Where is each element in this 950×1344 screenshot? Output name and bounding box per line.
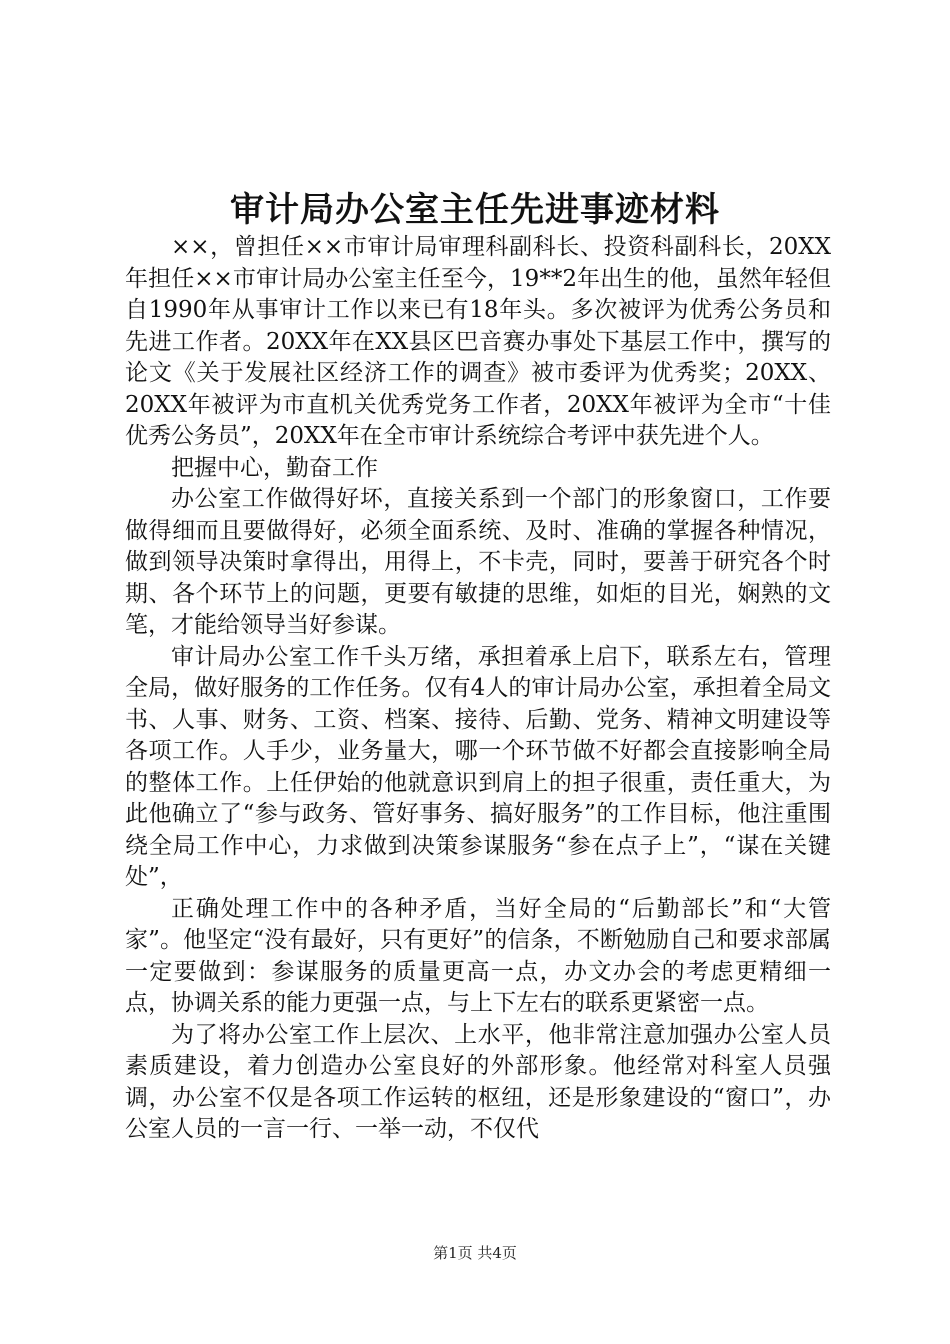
page-total: 共4页 xyxy=(477,1244,517,1262)
paragraph-responsibilities: 审计局办公室工作千头万绪，承担着承上启下，联系左右，管理全局，做好服务的工作任务。仅有4人的审计局办公室，承担着全局文书、人事、财务、工资、档案、接待、后勤、党务、精神文明建设等各项工作。人手少，业务量大，哪一个环节做不好都会直接影响全局的整体工作。上任伊始的他就意识到肩上的担子很重，责任重大，为此他确立了“参与政务、管好事务、搞好服务”的工作目标，他注重围绕全局工作中心，力求做到决策参谋服务“参在点子上”，“谋在关键处”， xyxy=(125,643,831,890)
page-number: 第1页 xyxy=(433,1244,473,1262)
document-body xyxy=(125,232,831,1146)
paragraph-staff-quality: 为了将办公室工作上层次、上水平，他非常注意加强办公室人员素质建设，着力创造办公室良好的外部形象。他经常对科室人员强调，办公室不仅是各项工作运转的枢纽，还是形象建设的“窗口”，办公室人员的一言一行、一举一动，不仅代 xyxy=(125,1021,831,1142)
paragraph-intro: ××，曾担任××市审计局审理科副科长、投资科副科长，20XX年担任××市审计局办公室主任至今，19**2年出生的他，虽然年轻但自1990年从事审计工作以来已有18年头。多次被评为优秀公务员和先进工作者。20XX年在XX县区巴音赛办事处下基层工作中，撰写的论文《关于发展社区经济工作的调查》被市委评为优秀奖；20XX、20XX年被评为市直机关优秀党务工作者，20XX年被评为全市“十佳优秀公务员”，20XX年在全市审计系统综合考评中获先进个人。 xyxy=(125,234,831,449)
page-footer xyxy=(0,1242,950,1264)
paragraph-office-work: 办公室工作做得好坏，直接关系到一个部门的形象窗口，工作要做得细而且要做得好，必须全面系统、及时、准确的掌握各种情况，做到领导决策时拿得出，用得上，不卡壳，同时，要善于研究各个时期、各个环节上的问题，更要有敏捷的思维，如炬的目光，娴熟的文笔，才能给领导当好参谋。 xyxy=(125,486,831,638)
paragraph-conflicts: 正确处理工作中的各种矛盾，当好全局的“后勤部长”和“大管家”。他坚定“没有最好，只有更好”的信条，不断勉励自己和要求部属一定要做到：参谋服务的质量更高一点，办文办会的考虑更精细一点，协调关系的能力更强一点，与上下左右的联系更紧密一点。 xyxy=(125,895,831,1016)
document-title: 审计局办公室主任先进事迹材料 xyxy=(230,190,720,230)
section-heading: 把握中心，勤奋工作 xyxy=(171,454,378,481)
